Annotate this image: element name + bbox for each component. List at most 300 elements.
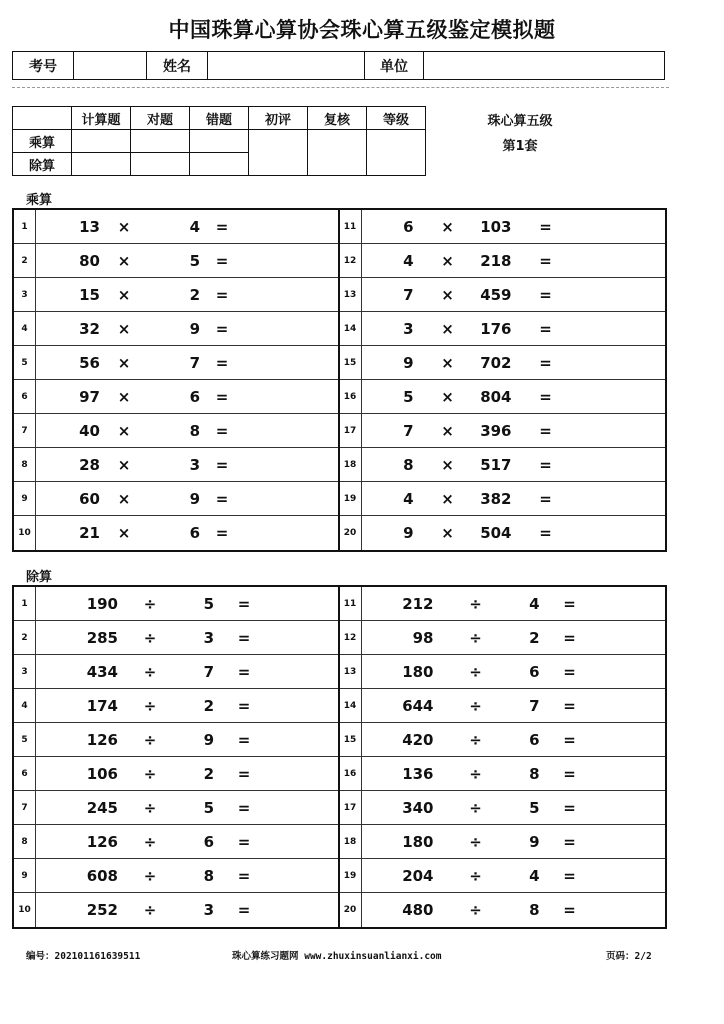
score-row-label: 除算 bbox=[13, 153, 72, 176]
operand-b: 4 bbox=[529, 866, 540, 885]
equals-sign: = bbox=[539, 421, 552, 440]
question-row bbox=[14, 859, 338, 893]
operator-symbol: ÷ bbox=[469, 594, 482, 613]
equals-sign: = bbox=[215, 319, 229, 338]
answer-blank[interactable] bbox=[236, 380, 336, 413]
operator-symbol: ÷ bbox=[143, 901, 157, 919]
division-grid bbox=[12, 585, 667, 929]
operand-a: 644 bbox=[402, 696, 434, 715]
operand-b: 9 bbox=[203, 730, 214, 749]
question-row bbox=[340, 893, 666, 927]
operator-symbol: ÷ bbox=[469, 901, 482, 919]
operator-symbol: ÷ bbox=[469, 832, 482, 851]
operand-b: 8 bbox=[529, 901, 540, 919]
equals-sign: = bbox=[539, 217, 552, 236]
operand-a: 56 bbox=[79, 353, 100, 372]
operand-a: 252 bbox=[86, 901, 118, 919]
operator-symbol: × bbox=[117, 421, 131, 440]
operand-a: 434 bbox=[86, 662, 118, 681]
operator-symbol: × bbox=[441, 251, 454, 270]
operand-a: 7 bbox=[403, 285, 414, 304]
operand-b: 8 bbox=[203, 866, 214, 885]
answer-blank[interactable] bbox=[560, 244, 664, 277]
operand-b: 7 bbox=[529, 696, 540, 715]
question-number: 20 bbox=[340, 516, 362, 550]
equals-sign: = bbox=[539, 251, 552, 270]
operator-symbol: ÷ bbox=[469, 628, 482, 647]
question-number: 1 bbox=[14, 587, 36, 620]
equals-sign: = bbox=[539, 455, 552, 474]
question-row bbox=[340, 859, 666, 893]
operand-b: 2 bbox=[203, 764, 214, 783]
equals-sign: = bbox=[539, 285, 552, 304]
question-row bbox=[14, 825, 338, 859]
question-row bbox=[340, 621, 666, 655]
question-number: 2 bbox=[14, 244, 36, 277]
answer-blank[interactable] bbox=[236, 244, 336, 277]
equals-sign: = bbox=[563, 662, 576, 681]
question-number: 1 bbox=[14, 210, 36, 243]
answer-blank[interactable] bbox=[584, 655, 664, 688]
question-row bbox=[340, 757, 666, 791]
operand-a: 6 bbox=[403, 217, 414, 236]
score-cell[interactable] bbox=[190, 130, 249, 153]
answer-blank[interactable] bbox=[236, 414, 336, 447]
question-row bbox=[14, 655, 338, 689]
operand-a: 28 bbox=[79, 455, 100, 474]
operand-b: 9 bbox=[189, 489, 200, 508]
answer-blank[interactable] bbox=[560, 516, 664, 550]
answer-blank[interactable] bbox=[584, 621, 664, 654]
operand-b: 517 bbox=[480, 455, 512, 474]
answer-blank[interactable] bbox=[584, 689, 664, 722]
operand-a: 13 bbox=[79, 217, 100, 236]
question-row bbox=[14, 210, 338, 244]
equals-sign: = bbox=[237, 628, 251, 647]
operand-a: 9 bbox=[403, 353, 414, 372]
score-corner-cell bbox=[13, 107, 72, 130]
question-row bbox=[14, 516, 338, 550]
answer-blank[interactable] bbox=[258, 893, 336, 927]
question-row bbox=[340, 278, 666, 312]
operand-b: 6 bbox=[189, 524, 200, 542]
operator-symbol: ÷ bbox=[143, 628, 157, 647]
candidate-info-row bbox=[12, 51, 665, 80]
question-row bbox=[14, 757, 338, 791]
operator-symbol: ÷ bbox=[469, 730, 482, 749]
answer-blank[interactable] bbox=[236, 312, 336, 345]
answer-blank[interactable] bbox=[560, 448, 664, 481]
question-row bbox=[340, 516, 666, 550]
operator-symbol: × bbox=[117, 217, 131, 236]
operand-a: 4 bbox=[403, 251, 414, 270]
operand-a: 21 bbox=[79, 524, 100, 542]
question-number: 7 bbox=[14, 791, 36, 824]
score-cell[interactable] bbox=[131, 130, 190, 153]
operator-symbol: × bbox=[117, 489, 131, 508]
answer-blank[interactable] bbox=[560, 278, 664, 311]
question-row bbox=[14, 278, 338, 312]
operand-a: 15 bbox=[79, 285, 100, 304]
operand-b: 176 bbox=[480, 319, 512, 338]
equals-sign: = bbox=[237, 798, 251, 817]
question-number: 9 bbox=[14, 482, 36, 515]
question-number: 14 bbox=[340, 689, 362, 722]
question-number: 4 bbox=[14, 312, 36, 345]
equals-sign: = bbox=[237, 764, 251, 783]
question-row bbox=[340, 482, 666, 516]
question-column-left bbox=[14, 587, 340, 927]
answer-blank[interactable] bbox=[584, 791, 664, 824]
operand-a: 340 bbox=[402, 798, 434, 817]
equals-sign: = bbox=[237, 662, 251, 681]
question-number: 8 bbox=[14, 448, 36, 481]
answer-blank[interactable] bbox=[560, 380, 664, 413]
question-number: 15 bbox=[340, 346, 362, 379]
question-number: 10 bbox=[14, 893, 36, 927]
question-number: 20 bbox=[340, 893, 362, 927]
answer-blank[interactable] bbox=[258, 791, 336, 824]
operator-symbol: × bbox=[117, 319, 131, 338]
question-row bbox=[14, 587, 338, 621]
operand-a: 212 bbox=[402, 594, 434, 613]
question-number: 16 bbox=[340, 757, 362, 790]
question-number: 13 bbox=[340, 655, 362, 688]
question-number: 8 bbox=[14, 825, 36, 858]
question-row bbox=[14, 893, 338, 927]
operand-b: 2 bbox=[529, 628, 540, 647]
operand-b: 3 bbox=[203, 901, 214, 919]
equals-sign: = bbox=[237, 696, 251, 715]
operand-b: 2 bbox=[189, 285, 200, 304]
equals-sign: = bbox=[215, 251, 229, 270]
operand-a: 136 bbox=[402, 764, 434, 783]
operator-symbol: × bbox=[441, 524, 454, 542]
operand-b: 6 bbox=[203, 832, 214, 851]
operator-symbol: ÷ bbox=[469, 764, 482, 783]
question-column-right bbox=[340, 587, 666, 927]
operand-b: 382 bbox=[480, 489, 512, 508]
score-cell[interactable] bbox=[367, 130, 426, 176]
operand-a: 80 bbox=[79, 251, 100, 270]
equals-sign: = bbox=[563, 628, 576, 647]
question-row bbox=[340, 689, 666, 723]
score-table bbox=[12, 106, 426, 176]
answer-blank[interactable] bbox=[258, 689, 336, 722]
operand-b: 218 bbox=[480, 251, 512, 270]
answer-blank[interactable] bbox=[584, 757, 664, 790]
question-row bbox=[14, 482, 338, 516]
operand-b: 9 bbox=[529, 832, 540, 851]
equals-sign: = bbox=[237, 901, 251, 919]
question-number: 6 bbox=[14, 757, 36, 790]
answer-blank[interactable] bbox=[560, 414, 664, 447]
operator-symbol: ÷ bbox=[143, 662, 157, 681]
operand-a: 106 bbox=[86, 764, 118, 783]
equals-sign: = bbox=[237, 866, 251, 885]
operand-a: 5 bbox=[403, 387, 414, 406]
level-label: 珠心算五级 bbox=[487, 114, 553, 129]
question-number: 15 bbox=[340, 723, 362, 756]
operand-a: 608 bbox=[86, 866, 118, 885]
equals-sign: = bbox=[215, 285, 229, 304]
score-cell[interactable] bbox=[249, 130, 308, 176]
question-number: 6 bbox=[14, 380, 36, 413]
operand-b: 9 bbox=[189, 319, 200, 338]
question-number: 16 bbox=[340, 380, 362, 413]
question-number: 12 bbox=[340, 244, 362, 277]
equals-sign: = bbox=[539, 353, 552, 372]
question-number: 5 bbox=[14, 346, 36, 379]
equals-sign: = bbox=[215, 421, 229, 440]
question-number: 11 bbox=[340, 210, 362, 243]
operand-a: 480 bbox=[402, 901, 434, 919]
answer-blank[interactable] bbox=[584, 587, 664, 620]
operand-a: 420 bbox=[402, 730, 434, 749]
question-number: 12 bbox=[340, 621, 362, 654]
question-number: 2 bbox=[14, 621, 36, 654]
operator-symbol: ÷ bbox=[143, 866, 157, 885]
answer-blank[interactable] bbox=[236, 346, 336, 379]
operator-symbol: ÷ bbox=[143, 594, 157, 613]
question-row bbox=[340, 587, 666, 621]
answer-blank[interactable] bbox=[584, 893, 664, 927]
question-number: 19 bbox=[340, 859, 362, 892]
question-row bbox=[340, 655, 666, 689]
equals-sign: = bbox=[539, 319, 552, 338]
exam-no-field[interactable] bbox=[74, 52, 147, 80]
operator-symbol: × bbox=[117, 353, 131, 372]
operand-a: 285 bbox=[86, 628, 118, 647]
operand-a: 40 bbox=[79, 421, 100, 440]
operand-b: 5 bbox=[203, 594, 214, 613]
operand-a: 204 bbox=[402, 866, 434, 885]
score-cell[interactable] bbox=[308, 130, 367, 176]
operand-b: 3 bbox=[189, 455, 200, 474]
operator-symbol: × bbox=[441, 455, 454, 474]
operand-b: 504 bbox=[480, 524, 512, 542]
equals-sign: = bbox=[237, 730, 251, 749]
equals-sign: = bbox=[215, 217, 229, 236]
operator-symbol: × bbox=[441, 353, 454, 372]
question-column-left bbox=[14, 210, 340, 550]
answer-blank[interactable] bbox=[258, 587, 336, 620]
page-title: 中国珠算心算协会珠心算五级鉴定模拟题 bbox=[168, 18, 556, 42]
answer-blank[interactable] bbox=[236, 210, 336, 243]
question-row bbox=[14, 723, 338, 757]
answer-blank[interactable] bbox=[258, 825, 336, 858]
operator-symbol: × bbox=[441, 217, 454, 236]
cut-line bbox=[12, 87, 669, 88]
score-header-cell: 初评 bbox=[249, 107, 308, 130]
question-row bbox=[340, 448, 666, 482]
question-row bbox=[340, 791, 666, 825]
operand-b: 8 bbox=[529, 764, 540, 783]
question-row bbox=[14, 791, 338, 825]
operand-b: 6 bbox=[189, 387, 200, 406]
multiplication-grid bbox=[12, 208, 667, 552]
equals-sign: = bbox=[215, 353, 229, 372]
answer-blank[interactable] bbox=[258, 621, 336, 654]
question-number: 17 bbox=[340, 414, 362, 447]
operand-a: 8 bbox=[403, 455, 414, 474]
operand-b: 3 bbox=[203, 628, 214, 647]
equals-sign: = bbox=[563, 730, 576, 749]
operator-symbol: ÷ bbox=[469, 696, 482, 715]
name-label: 姓名 bbox=[147, 52, 208, 80]
equals-sign: = bbox=[563, 866, 576, 885]
operator-symbol: ÷ bbox=[469, 866, 482, 885]
equals-sign: = bbox=[563, 696, 576, 715]
equals-sign: = bbox=[539, 489, 552, 508]
score-cell[interactable] bbox=[131, 153, 190, 176]
equals-sign: = bbox=[215, 387, 229, 406]
unit-label: 单位 bbox=[365, 52, 424, 80]
score-cell[interactable] bbox=[72, 153, 131, 176]
footer-serial: 编号：202101161639511 bbox=[26, 951, 141, 962]
answer-blank[interactable] bbox=[258, 723, 336, 756]
answer-blank[interactable] bbox=[560, 312, 664, 345]
operand-b: 5 bbox=[189, 251, 200, 270]
operator-symbol: × bbox=[441, 387, 454, 406]
operand-a: 126 bbox=[86, 730, 118, 749]
operand-a: 60 bbox=[79, 489, 100, 508]
operand-a: 97 bbox=[79, 387, 100, 406]
equals-sign: = bbox=[215, 455, 229, 474]
operand-b: 8 bbox=[189, 421, 200, 440]
question-row bbox=[14, 448, 338, 482]
answer-blank[interactable] bbox=[236, 278, 336, 311]
score-header-cell: 复核 bbox=[308, 107, 367, 130]
operator-symbol: × bbox=[117, 524, 131, 542]
operand-a: 3 bbox=[403, 319, 414, 338]
score-header-cell: 错题 bbox=[190, 107, 249, 130]
score-row-label: 乘算 bbox=[13, 130, 72, 153]
equals-sign: = bbox=[539, 524, 552, 542]
exam-no-label: 考号 bbox=[13, 52, 74, 80]
score-header-cell: 计算题 bbox=[72, 107, 131, 130]
operator-symbol: ÷ bbox=[469, 662, 482, 681]
answer-blank[interactable] bbox=[236, 516, 336, 550]
operand-b: 7 bbox=[203, 662, 214, 681]
answer-blank[interactable] bbox=[236, 482, 336, 515]
operand-b: 6 bbox=[529, 662, 540, 681]
operand-b: 459 bbox=[480, 285, 512, 304]
operand-a: 245 bbox=[86, 798, 118, 817]
equals-sign: = bbox=[539, 387, 552, 406]
question-row bbox=[14, 244, 338, 278]
operand-b: 702 bbox=[480, 353, 512, 372]
question-number: 4 bbox=[14, 689, 36, 722]
operand-b: 7 bbox=[189, 353, 200, 372]
answer-blank[interactable] bbox=[560, 210, 664, 243]
operator-symbol: × bbox=[117, 251, 131, 270]
operand-b: 6 bbox=[529, 730, 540, 749]
operator-symbol: ÷ bbox=[469, 798, 482, 817]
operand-a: 7 bbox=[403, 421, 414, 440]
question-row bbox=[340, 346, 666, 380]
operator-symbol: × bbox=[441, 421, 454, 440]
operator-symbol: × bbox=[117, 455, 131, 474]
answer-blank[interactable] bbox=[258, 757, 336, 790]
score-cell[interactable] bbox=[190, 153, 249, 176]
footer-site: 珠心算练习题网 www.zhuxinsuanlianxi.com bbox=[232, 951, 442, 962]
operator-symbol: × bbox=[441, 489, 454, 508]
operator-symbol: ÷ bbox=[143, 764, 157, 783]
operator-symbol: × bbox=[441, 319, 454, 338]
operator-symbol: ÷ bbox=[143, 730, 157, 749]
question-row bbox=[14, 312, 338, 346]
operator-symbol: × bbox=[441, 285, 454, 304]
question-number: 14 bbox=[340, 312, 362, 345]
score-header-cell: 对题 bbox=[131, 107, 190, 130]
question-row bbox=[340, 723, 666, 757]
score-cell[interactable] bbox=[72, 130, 131, 153]
operand-b: 103 bbox=[480, 217, 512, 236]
score-header-cell: 等级 bbox=[367, 107, 426, 130]
equals-sign: = bbox=[563, 594, 576, 613]
equals-sign: = bbox=[563, 901, 576, 919]
question-number: 3 bbox=[14, 655, 36, 688]
equals-sign: = bbox=[563, 764, 576, 783]
question-row bbox=[340, 380, 666, 414]
equals-sign: = bbox=[215, 489, 229, 508]
answer-blank[interactable] bbox=[236, 448, 336, 481]
operator-symbol: × bbox=[117, 387, 131, 406]
question-number: 18 bbox=[340, 448, 362, 481]
operand-b: 5 bbox=[529, 798, 540, 817]
operand-b: 4 bbox=[529, 594, 540, 613]
answer-blank[interactable] bbox=[560, 346, 664, 379]
question-row bbox=[14, 689, 338, 723]
question-row bbox=[340, 312, 666, 346]
operator-symbol: ÷ bbox=[143, 832, 157, 851]
operand-a: 180 bbox=[402, 832, 434, 851]
answer-blank[interactable] bbox=[584, 723, 664, 756]
name-field[interactable] bbox=[208, 52, 365, 80]
question-number: 18 bbox=[340, 825, 362, 858]
unit-field[interactable] bbox=[424, 52, 665, 80]
question-row bbox=[340, 210, 666, 244]
set-label: 第1套 bbox=[502, 139, 538, 154]
question-number: 19 bbox=[340, 482, 362, 515]
equals-sign: = bbox=[563, 798, 576, 817]
operand-a: 9 bbox=[403, 524, 414, 542]
question-row bbox=[340, 414, 666, 448]
question-number: 13 bbox=[340, 278, 362, 311]
operator-symbol: ÷ bbox=[143, 798, 157, 817]
answer-blank[interactable] bbox=[258, 859, 336, 892]
question-number: 7 bbox=[14, 414, 36, 447]
operand-a: 32 bbox=[79, 319, 100, 338]
operand-b: 2 bbox=[203, 696, 214, 715]
question-number: 11 bbox=[340, 587, 362, 620]
question-number: 5 bbox=[14, 723, 36, 756]
question-row bbox=[340, 244, 666, 278]
equals-sign: = bbox=[215, 524, 229, 542]
section-label-division: 除算 bbox=[26, 570, 53, 585]
answer-blank[interactable] bbox=[584, 825, 664, 858]
answer-blank[interactable] bbox=[584, 859, 664, 892]
equals-sign: = bbox=[563, 832, 576, 851]
operator-symbol: × bbox=[117, 285, 131, 304]
question-row bbox=[340, 825, 666, 859]
operand-a: 180 bbox=[402, 662, 434, 681]
question-row bbox=[14, 380, 338, 414]
answer-blank[interactable] bbox=[560, 482, 664, 515]
answer-blank[interactable] bbox=[258, 655, 336, 688]
operand-a: 126 bbox=[86, 832, 118, 851]
